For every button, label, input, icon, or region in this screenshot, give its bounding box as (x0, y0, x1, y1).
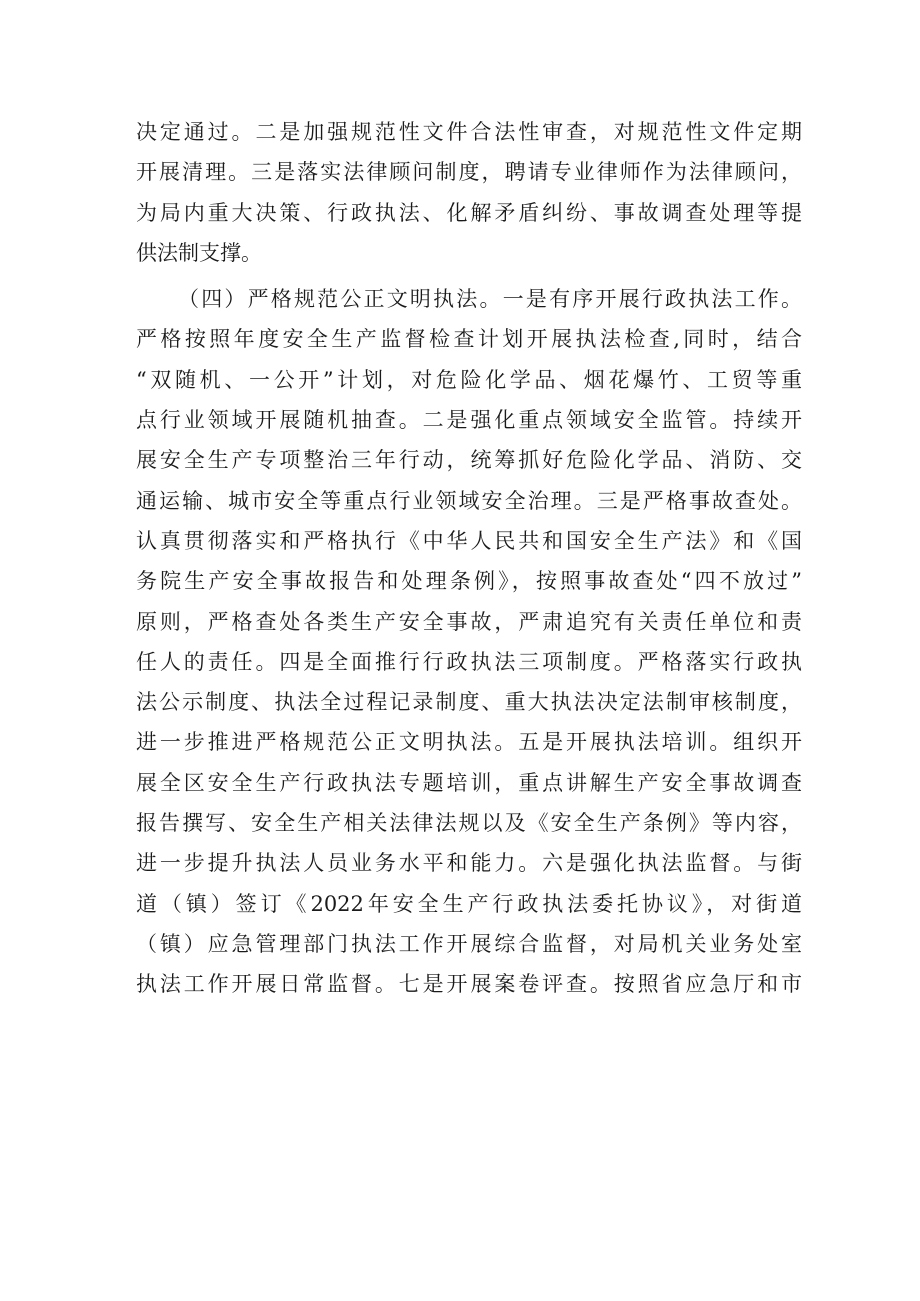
paragraph-line: 进一步提升执法人员业务水平和能力。六是强化执法监督。与街 (136, 851, 802, 876)
paragraph-line: （镇）应急管理部门执法工作开展综合监督，对局机关业务处室 (136, 931, 802, 956)
paragraph-line: （四）严格规范公正文明执法。一是有序开展行政执法工作。 (178, 287, 802, 312)
paragraph-2 (136, 279, 802, 1004)
paragraph-line: 决定通过。二是加强规范性文件合法性审查，对规范性文件定期 (136, 120, 802, 144)
paragraph-line: 法公示制度、执法全过程记录制度、重大执法决定法制审核制度， (136, 690, 802, 715)
paragraph-line: 通运输、城市安全等重点行业领域安全治理。三是严格事故查处。 (136, 488, 802, 513)
paragraph-line: 展安全生产专项整治三年行动，统筹抓好危险化学品、消防、交 (136, 448, 802, 473)
paragraph-line: 认真贯彻落实和严格执行《中华人民共和国安全生产法》和《国 (136, 528, 802, 553)
paragraph-line: 展全区安全生产行政执法专题培训，重点讲解生产安全事故调查 (136, 770, 802, 795)
paragraph-line: 开展清理。三是落实法律顾问制度，聘请专业律师作为法律顾问， (136, 160, 802, 185)
paragraph-line: 为局内重大决策、行政执法、化解矛盾纠纷、事故调查处理等提 (136, 200, 802, 225)
paragraph-line: “双随机、一公开”计划，对危险化学品、烟花爆竹、工贸等重 (136, 367, 802, 392)
paragraph-line: 任人的责任。四是全面推行行政执法三项制度。严格落实行政执 (136, 649, 802, 674)
paragraph-line: 道（镇）签订《2022年安全生产行政执法委托协议》，对街道 (136, 891, 802, 916)
paragraph-line: 务院生产安全事故报告和处理条例》，按照事故查处“四不放过” (136, 569, 802, 594)
paragraph-line: 原则，严格查处各类生产安全事故，严肃追究有关责任单位和责 (136, 609, 802, 634)
paragraph-line: 严格按照年度安全生产监督检查计划开展执法检查,同时，结合 (136, 327, 802, 352)
document-body (136, 112, 802, 1005)
paragraph-line: 报告撰写、安全生产相关法律法规以及《安全生产条例》等内容， (136, 811, 802, 836)
paragraph-line: 执法工作开展日常监督。七是开展案卷评查。按照省应急厅和市 (136, 972, 802, 997)
paragraph-1 (136, 112, 802, 273)
paragraph-line: 点行业领域开展随机抽查。二是强化重点领域安全监管。持续开 (136, 408, 802, 433)
paragraph-line: 进一步推进严格规范公正文明执法。五是开展执法培训。组织开 (136, 730, 802, 755)
paragraph-line: 供法制支撑。 (136, 240, 262, 265)
